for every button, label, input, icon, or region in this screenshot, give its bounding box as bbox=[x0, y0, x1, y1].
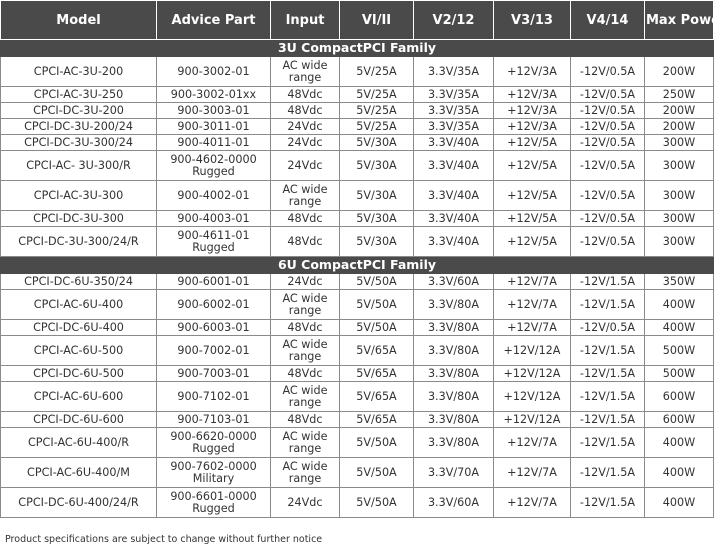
part-number-cell-line: 900-4602-0000 bbox=[170, 153, 257, 166]
model-cell: CPCI-AC-6U-400/R bbox=[1, 428, 157, 458]
v4-cell: -12V/0.5A bbox=[571, 87, 645, 103]
max-power-cell: 400W bbox=[645, 428, 714, 458]
model-cell: CPCI-AC-6U-600 bbox=[1, 382, 157, 412]
input-cell-line: AC wide bbox=[282, 460, 328, 473]
v1-cell: 5V/30A bbox=[340, 211, 414, 227]
v3-cell: +12V/7A bbox=[494, 428, 571, 458]
input-cell: 48Vdc bbox=[271, 366, 340, 382]
v3-cell: +12V/12A bbox=[494, 366, 571, 382]
input-cell bbox=[271, 458, 340, 488]
v4-cell: -12V/0.5A bbox=[571, 320, 645, 336]
max-power-cell: 300W bbox=[645, 151, 714, 181]
part-number-cell bbox=[157, 488, 271, 518]
max-power-cell: 400W bbox=[645, 290, 714, 320]
v1-cell: 5V/50A bbox=[340, 428, 414, 458]
input-cell: 48Vdc bbox=[271, 227, 340, 257]
family-header-row bbox=[1, 40, 714, 57]
v1-cell: 5V/30A bbox=[340, 227, 414, 257]
v3-cell: +12V/7A bbox=[494, 458, 571, 488]
table-row bbox=[1, 227, 714, 257]
v2-cell: 3.3V/35A bbox=[414, 87, 494, 103]
v2-cell: 3.3V/40A bbox=[414, 135, 494, 151]
family-header-row bbox=[1, 257, 714, 274]
model-cell: CPCI-AC-3U-200 bbox=[1, 57, 157, 87]
input-cell-line: range bbox=[288, 194, 322, 208]
v2-cell: 3.3V/80A bbox=[414, 320, 494, 336]
v4-cell: -12V/1.5A bbox=[571, 428, 645, 458]
model-cell: CPCI-AC-6U-400/M bbox=[1, 458, 157, 488]
column-header-v1: VI/II bbox=[340, 1, 414, 40]
model-cell: CPCI-AC-6U-500 bbox=[1, 336, 157, 366]
input-cell-line: AC wide bbox=[282, 384, 328, 397]
model-cell: CPCI-DC-3U-300 bbox=[1, 211, 157, 227]
part-number-cell: 900-6003-01 bbox=[157, 320, 271, 336]
part-number-cell-line: 900-6620-0000 bbox=[170, 430, 257, 443]
max-power-cell: 600W bbox=[645, 382, 714, 412]
table-row bbox=[1, 57, 714, 87]
v1-cell: 5V/30A bbox=[340, 151, 414, 181]
input-cell bbox=[271, 181, 340, 211]
part-number-cell bbox=[157, 458, 271, 488]
v2-cell: 3.3V/60A bbox=[414, 274, 494, 290]
v2-cell: 3.3V/80A bbox=[414, 412, 494, 428]
input-cell: 24Vdc bbox=[271, 488, 340, 518]
v3-cell: +12V/7A bbox=[494, 320, 571, 336]
part-number-cell-line: 900-7602-0000 bbox=[170, 460, 257, 473]
part-number-cell-line: Rugged bbox=[192, 240, 235, 254]
v2-cell: 3.3V/40A bbox=[414, 211, 494, 227]
v1-cell: 5V/50A bbox=[340, 458, 414, 488]
input-cell-line: range bbox=[288, 471, 322, 485]
family-title: 6U CompactPCI Family bbox=[1, 257, 714, 274]
max-power-cell: 600W bbox=[645, 412, 714, 428]
v2-cell: 3.3V/80A bbox=[414, 366, 494, 382]
max-power-cell: 300W bbox=[645, 211, 714, 227]
disclaimer-notice: Product specifications are subject to change without further notice bbox=[5, 534, 323, 545]
v3-cell: +12V/7A bbox=[494, 290, 571, 320]
v3-cell: +12V/5A bbox=[494, 181, 571, 211]
max-power-cell: 200W bbox=[645, 57, 714, 87]
table-row bbox=[1, 458, 714, 488]
v4-cell: -12V/0.5A bbox=[571, 181, 645, 211]
v3-cell: +12V/12A bbox=[494, 382, 571, 412]
v1-cell: 5V/65A bbox=[340, 366, 414, 382]
input-cell bbox=[271, 382, 340, 412]
table-row bbox=[1, 336, 714, 366]
table-row bbox=[1, 119, 714, 135]
max-power-cell: 400W bbox=[645, 488, 714, 518]
v4-cell: -12V/1.5A bbox=[571, 412, 645, 428]
max-power-cell: 200W bbox=[645, 119, 714, 135]
column-header-input: Input bbox=[271, 1, 340, 40]
v3-cell: +12V/3A bbox=[494, 87, 571, 103]
part-number-cell-line: Rugged bbox=[192, 501, 235, 515]
max-power-cell: 300W bbox=[645, 227, 714, 257]
model-cell: CPCI-DC-6U-500 bbox=[1, 366, 157, 382]
v1-cell: 5V/65A bbox=[340, 336, 414, 366]
v3-cell: +12V/12A bbox=[494, 412, 571, 428]
part-number-cell: 900-4011-01 bbox=[157, 135, 271, 151]
table-row bbox=[1, 320, 714, 336]
model-cell: CPCI-DC-6U-600 bbox=[1, 412, 157, 428]
part-number-cell: 900-7002-01 bbox=[157, 336, 271, 366]
v1-cell: 5V/25A bbox=[340, 119, 414, 135]
table-row bbox=[1, 103, 714, 119]
input-cell: 24Vdc bbox=[271, 151, 340, 181]
v1-cell: 5V/65A bbox=[340, 382, 414, 412]
part-number-cell bbox=[157, 428, 271, 458]
table-row bbox=[1, 412, 714, 428]
v4-cell: -12V/0.5A bbox=[571, 119, 645, 135]
v1-cell: 5V/30A bbox=[340, 181, 414, 211]
model-cell: CPCI-DC-3U-300/24/R bbox=[1, 227, 157, 257]
model-cell: CPCI-DC-3U-200 bbox=[1, 103, 157, 119]
v2-cell: 3.3V/80A bbox=[414, 336, 494, 366]
v4-cell: -12V/1.5A bbox=[571, 274, 645, 290]
part-number-cell: 900-6001-01 bbox=[157, 274, 271, 290]
input-cell-line: AC wide bbox=[282, 183, 328, 196]
part-number-cell: 900-3011-01 bbox=[157, 119, 271, 135]
part-number-cell: 900-4003-01 bbox=[157, 211, 271, 227]
v2-cell: 3.3V/40A bbox=[414, 181, 494, 211]
v3-cell: +12V/5A bbox=[494, 135, 571, 151]
part-number-cell-line: 900-4611-01 bbox=[177, 229, 250, 242]
max-power-cell: 300W bbox=[645, 181, 714, 211]
v4-cell: -12V/0.5A bbox=[571, 135, 645, 151]
v4-cell: -12V/0.5A bbox=[571, 57, 645, 87]
max-power-cell: 250W bbox=[645, 87, 714, 103]
v1-cell: 5V/25A bbox=[340, 103, 414, 119]
table-row bbox=[1, 151, 714, 181]
column-header-v2: V2/12 bbox=[414, 1, 494, 40]
column-header-advice-part: Advice Part bbox=[157, 1, 271, 40]
column-header-v3: V3/13 bbox=[494, 1, 571, 40]
input-cell-line: range bbox=[288, 70, 322, 84]
v4-cell: -12V/1.5A bbox=[571, 458, 645, 488]
input-cell-line: AC wide bbox=[282, 59, 328, 72]
part-number-cell bbox=[157, 151, 271, 181]
part-number-cell: 900-7003-01 bbox=[157, 366, 271, 382]
model-cell: CPCI-DC-6U-350/24 bbox=[1, 274, 157, 290]
part-number-cell-line: 900-6601-0000 bbox=[170, 490, 257, 503]
column-header-v4: V4/14 bbox=[571, 1, 645, 40]
v4-cell: -12V/0.5A bbox=[571, 103, 645, 119]
input-cell: 48Vdc bbox=[271, 87, 340, 103]
part-number-cell: 900-3002-01 bbox=[157, 57, 271, 87]
v3-cell: +12V/3A bbox=[494, 119, 571, 135]
v3-cell: +12V/3A bbox=[494, 57, 571, 87]
table-row bbox=[1, 290, 714, 320]
table-row bbox=[1, 135, 714, 151]
family-title: 3U CompactPCI Family bbox=[1, 40, 714, 57]
max-power-cell: 200W bbox=[645, 103, 714, 119]
v4-cell: -12V/1.5A bbox=[571, 382, 645, 412]
input-cell bbox=[271, 57, 340, 87]
input-cell: 24Vdc bbox=[271, 274, 340, 290]
v4-cell: -12V/1.5A bbox=[571, 366, 645, 382]
v3-cell: +12V/7A bbox=[494, 274, 571, 290]
column-header-max-power: Max Power bbox=[645, 1, 714, 40]
table-row bbox=[1, 274, 714, 290]
part-number-cell-line: Military bbox=[192, 471, 235, 485]
table-row bbox=[1, 488, 714, 518]
part-number-cell: 900-3002-01xx bbox=[157, 87, 271, 103]
input-cell: 48Vdc bbox=[271, 412, 340, 428]
column-header-model: Model bbox=[1, 1, 157, 40]
v3-cell: +12V/12A bbox=[494, 336, 571, 366]
part-number-cell-line: Rugged bbox=[192, 441, 235, 455]
v4-cell: -12V/1.5A bbox=[571, 488, 645, 518]
max-power-cell: 400W bbox=[645, 458, 714, 488]
model-cell: CPCI-DC-6U-400 bbox=[1, 320, 157, 336]
v1-cell: 5V/30A bbox=[340, 135, 414, 151]
v4-cell: -12V/0.5A bbox=[571, 211, 645, 227]
v1-cell: 5V/50A bbox=[340, 488, 414, 518]
v3-cell: +12V/7A bbox=[494, 488, 571, 518]
v3-cell: +12V/5A bbox=[494, 151, 571, 181]
v1-cell: 5V/50A bbox=[340, 274, 414, 290]
input-cell-line: range bbox=[288, 303, 322, 317]
input-cell: 48Vdc bbox=[271, 211, 340, 227]
input-cell-line: range bbox=[288, 441, 322, 455]
max-power-cell: 350W bbox=[645, 274, 714, 290]
v2-cell: 3.3V/70A bbox=[414, 458, 494, 488]
v2-cell: 3.3V/80A bbox=[414, 290, 494, 320]
v1-cell: 5V/50A bbox=[340, 290, 414, 320]
v3-cell: +12V/5A bbox=[494, 227, 571, 257]
max-power-cell: 500W bbox=[645, 336, 714, 366]
v2-cell: 3.3V/35A bbox=[414, 103, 494, 119]
input-cell: 48Vdc bbox=[271, 320, 340, 336]
v2-cell: 3.3V/40A bbox=[414, 151, 494, 181]
input-cell bbox=[271, 428, 340, 458]
v3-cell: +12V/5A bbox=[494, 211, 571, 227]
part-number-cell: 900-6002-01 bbox=[157, 290, 271, 320]
input-cell-line: AC wide bbox=[282, 292, 328, 305]
input-cell-line: range bbox=[288, 349, 322, 363]
table-row bbox=[1, 382, 714, 412]
v1-cell: 5V/50A bbox=[340, 320, 414, 336]
input-cell-line: range bbox=[288, 395, 322, 409]
input-cell bbox=[271, 336, 340, 366]
part-number-cell bbox=[157, 227, 271, 257]
v2-cell: 3.3V/80A bbox=[414, 428, 494, 458]
model-cell: CPCI-DC-6U-400/24/R bbox=[1, 488, 157, 518]
header-row bbox=[1, 1, 714, 40]
v4-cell: -12V/0.5A bbox=[571, 227, 645, 257]
v1-cell: 5V/65A bbox=[340, 412, 414, 428]
input-cell-line: AC wide bbox=[282, 430, 328, 443]
input-cell: 48Vdc bbox=[271, 103, 340, 119]
table-row bbox=[1, 428, 714, 458]
input-cell: 24Vdc bbox=[271, 135, 340, 151]
v2-cell: 3.3V/35A bbox=[414, 119, 494, 135]
part-number-cell: 900-4002-01 bbox=[157, 181, 271, 211]
input-cell bbox=[271, 290, 340, 320]
max-power-cell: 400W bbox=[645, 320, 714, 336]
model-cell: CPCI-AC- 3U-300/R bbox=[1, 151, 157, 181]
v3-cell: +12V/3A bbox=[494, 103, 571, 119]
v4-cell: -12V/0.5A bbox=[571, 151, 645, 181]
model-cell: CPCI-DC-3U-300/24 bbox=[1, 135, 157, 151]
v1-cell: 5V/25A bbox=[340, 87, 414, 103]
v4-cell: -12V/1.5A bbox=[571, 290, 645, 320]
v4-cell: -12V/1.5A bbox=[571, 336, 645, 366]
input-cell-line: AC wide bbox=[282, 338, 328, 351]
model-cell: CPCI-DC-3U-200/24 bbox=[1, 119, 157, 135]
table-body bbox=[1, 40, 714, 518]
v2-cell: 3.3V/40A bbox=[414, 227, 494, 257]
table-row bbox=[1, 181, 714, 211]
model-cell: CPCI-AC-6U-400 bbox=[1, 290, 157, 320]
table-row bbox=[1, 211, 714, 227]
input-cell: 24Vdc bbox=[271, 119, 340, 135]
part-number-cell: 900-7103-01 bbox=[157, 412, 271, 428]
v2-cell: 3.3V/80A bbox=[414, 382, 494, 412]
v2-cell: 3.3V/35A bbox=[414, 57, 494, 87]
part-number-cell: 900-7102-01 bbox=[157, 382, 271, 412]
part-number-cell: 900-3003-01 bbox=[157, 103, 271, 119]
model-cell: CPCI-AC-3U-300 bbox=[1, 181, 157, 211]
v2-cell: 3.3V/60A bbox=[414, 488, 494, 518]
table-row bbox=[1, 87, 714, 103]
max-power-cell: 500W bbox=[645, 366, 714, 382]
table-row bbox=[1, 366, 714, 382]
part-number-cell-line: Rugged bbox=[192, 164, 235, 178]
v1-cell: 5V/25A bbox=[340, 57, 414, 87]
model-cell: CPCI-AC-3U-250 bbox=[1, 87, 157, 103]
max-power-cell: 300W bbox=[645, 135, 714, 151]
